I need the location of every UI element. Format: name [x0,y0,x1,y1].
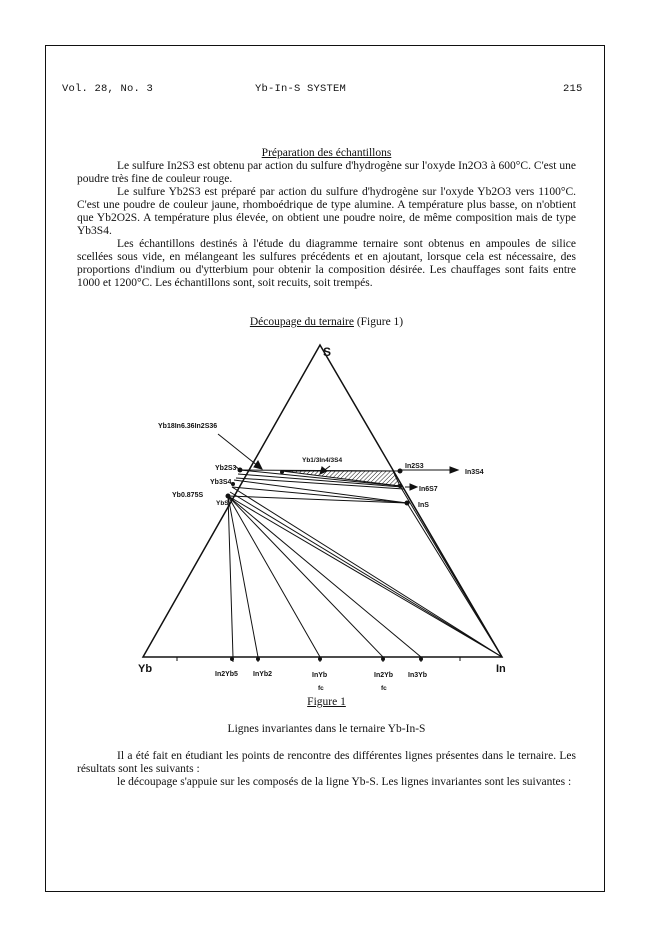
label-fc-inyb: fc [318,685,324,692]
phase-points [226,468,424,662]
figure-subtitle: Lignes invariantes dans le ternaire Yb-In-S [227,723,426,735]
label-yb18: Yb18In6.36In2S36 [158,423,218,430]
paragraph-results: Il a été fait en étudiant les points de rencontre des différentes lignes présentes dans le ternaire. Les résultats sont les suivants : [77,750,576,775]
tie-lines-to-in [228,486,502,657]
vertex-in-label: In [496,663,506,675]
vertex-s-label: S [323,345,332,359]
paragraph-samples: Les échantillons destinés à l'étude du diagramme ternaire sont obtenus en ampoules de silice scellées sous vide, en mélangeant les sulfures précédents et en ajoutant, lorsque cela est nécessaire, des proportions d'indium ou d'ytterbium pour obtenir la composition désirée. Les chauffages sont faits entre 1000 et 1200°C. Les échantillons sont, soit recuits, soit trempés. [77,238,576,289]
label-yb3s4: Yb3S4 [210,479,232,486]
header-title: Yb-In-S SYSTEM [255,83,347,95]
label-yb13: Yb1/3In4/3S4 [302,457,343,464]
header-page-number: 215 [563,83,583,95]
label-yb0875s: Yb0.875S [172,492,204,499]
label-ybs: YbS [216,500,229,507]
label-in2yb5: In2Yb5 [215,671,238,678]
figure-heading-underlined: Découpage du ternaire [249,316,354,328]
header-volume: Vol. 28, No. 3 [62,83,154,95]
label-in6s7: In6S7 [419,486,438,493]
paragraph-invariant-lines: le découpage s'appuie sur les composés de la ligne Yb-S. Les lignes invariantes sont les suivantes : [117,776,572,788]
label-inyb: InYb [312,672,328,679]
paragraph-yb2s3: Le sulfure Yb2S3 est préparé par action du sulfure d'hydrogène sur l'oxyde Yb2O3 vers 1100°C. C'est une poudre de couleur jaune, rhomboédrique de type alumine. A température plus basse, on n'obtient que Yb2O2S. A température plus élevée, on obtient une poudre noire, de même composition mais de type Yb3S4. [77,186,576,237]
figure-heading-rest: (Figure 1) [353,316,404,328]
paragraph-in2s3: Le sulfure In2S3 est obtenu par action du sulfure d'hydrogène sur l'oxyde In2O3 à 600°C. C'est une poudre très fine de couleur rouge. [77,160,576,185]
label-fc-in2yb: fc [381,685,387,692]
label-in2s3: In2S3 [405,463,424,470]
figure-caption: Figure 1 [307,696,346,708]
label-in3s4: In3S4 [465,469,484,476]
ternary-triangle [143,345,502,657]
label-in2yb: In2Yb [374,672,394,679]
section-title: Préparation des échantillons [261,147,392,159]
label-yb2s3: Yb2S3 [215,465,237,472]
vertex-yb-label: Yb [138,663,153,675]
label-in3yb: In3Yb [408,672,428,679]
label-ins: InS [418,502,429,509]
label-inyb2: InYb2 [253,671,273,678]
